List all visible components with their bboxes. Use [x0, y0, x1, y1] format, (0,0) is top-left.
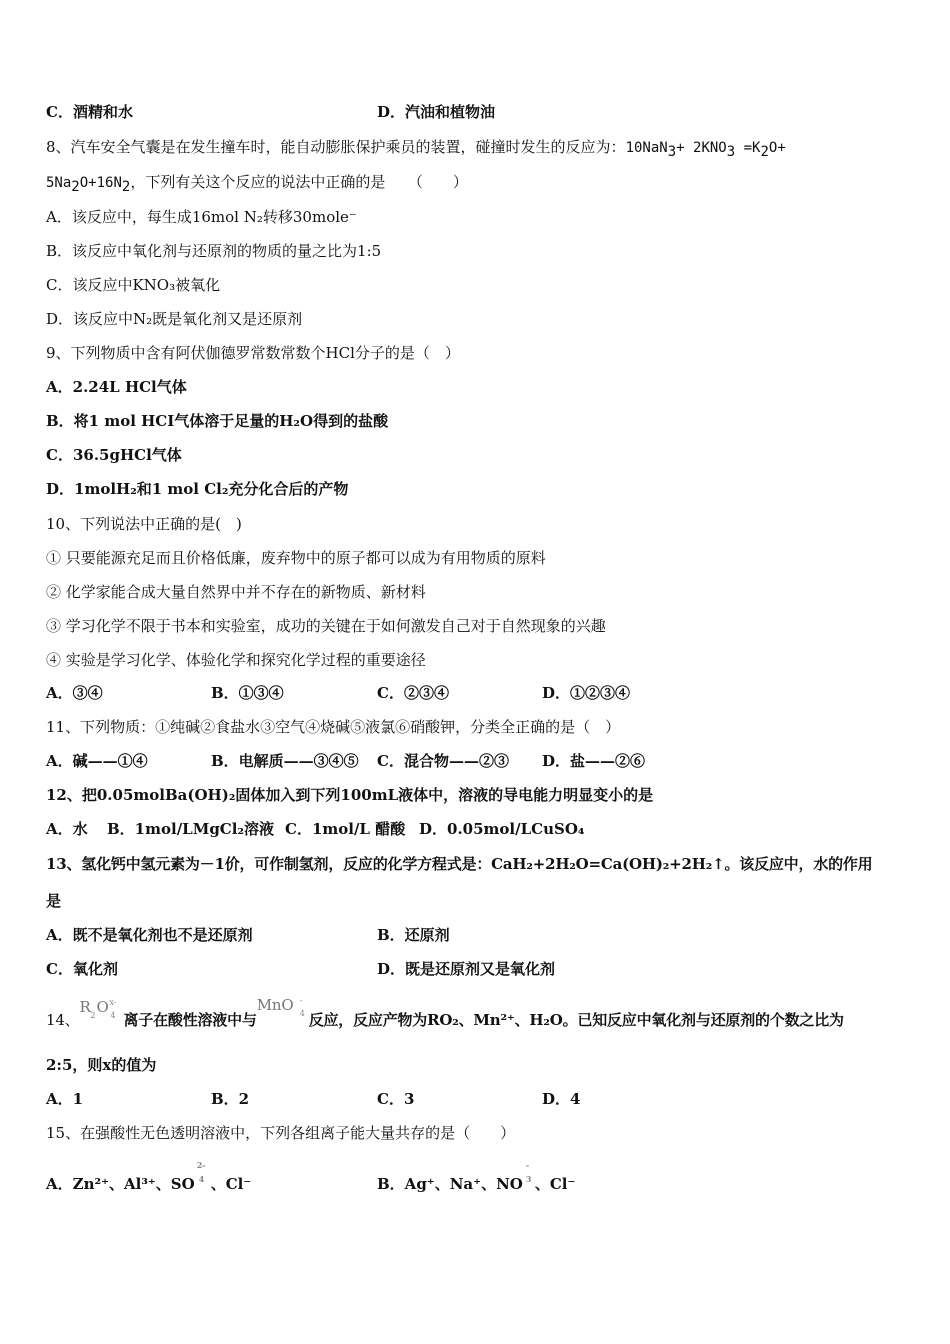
q9-option-a: A．2.24L HCl气体 [46, 378, 187, 396]
q14-option-b: B．2 [211, 1090, 250, 1108]
q11-option-d: D．盐——②⑥ [542, 752, 646, 770]
q9-stem: 9、下列物质中含有阿伏伽德罗常数常数个HCl分子的是（ ） [46, 344, 460, 362]
q15-stem: 15、在强酸性无色透明溶液中，下列各组离子能大量共存的是（ ） [46, 1124, 516, 1142]
q13-option-d: D．既是还原剂又是氧化剂 [377, 960, 556, 978]
q13-stem-line1: 13、氢化钙中氢元素为－1价，可作制氢剂，反应的化学方程式是：CaH₂+2H₂O=Ca(OH)₂+2H₂↑。该反应中，水的作用 [46, 855, 873, 873]
q8-option-b: B．该反应中氧化剂与还原剂的物质的量之比为1:5 [46, 242, 382, 260]
q10-option-b: B．①③④ [211, 684, 284, 702]
q11-stem: 11、下列物质：①纯碱②食盐水③空气④烧碱⑤液氯⑥硝酸钾，分类全正确的是（ ） [46, 718, 621, 736]
q10-statement-4: ④ 实验是学习化学、体验化学和探究化学过程的重要途径 [46, 651, 426, 669]
q8-option-c: C．该反应中KNO₃被氧化 [46, 276, 221, 294]
q10-statement-3: ③ 学习化学不限于书本和实验室，成功的关键在于如何激发自己对于自然现象的兴趣 [46, 617, 606, 635]
q10-option-d: D．①②③④ [542, 684, 631, 702]
q11-option-a: A．碱——①④ [46, 752, 148, 770]
q7-option-c: C．酒精和水 [46, 103, 133, 121]
q15-option-a: A．Zn²⁺、Al³⁺、SO 2- 4 、Cl⁻ [46, 1160, 252, 1193]
q14-option-d: D．4 [542, 1090, 581, 1108]
q12-option-b: B．1mol/LMgCl₂溶液 [107, 820, 275, 838]
q10-stem: 10、下列说法中正确的是( ) [46, 515, 242, 533]
r2o4-formula: R 2 O x- 4 [79, 998, 117, 1020]
q7-options [46, 102, 133, 122]
q14-stem-line2: 2:5，则x的值为 [46, 1056, 157, 1074]
q10-option-c: C．②③④ [377, 684, 449, 702]
nitrate-charge: - 3 [525, 1160, 532, 1184]
q14-option-a: A．1 [46, 1090, 84, 1108]
q11-option-c: C．混合物——②③ [377, 752, 509, 770]
q14-option-c: C．3 [377, 1090, 415, 1108]
q8-option-d: D．该反应中N₂既是氧化剂又是还原剂 [46, 310, 303, 328]
mno4-formula: MnO - 4 [256, 996, 305, 1018]
sulfate-charge: 2- 4 [196, 1160, 206, 1184]
q8-stem-line1: 8、汽车安全气囊是在发生撞车时，能自动膨胀保护乘员的装置，碰撞时发生的反应为：$10NaN_3+ 2KNO_3 =K_2O+$ [46, 138, 786, 160]
q12-option-a: A．水 [46, 820, 88, 838]
q7-option-d: D．汽油和植物油 [377, 103, 496, 121]
q12-option-d: D．0.05mol/LCuSO₄ [419, 820, 585, 838]
q11-option-b: B．电解质——③④⑤ [211, 752, 359, 770]
q8-option-a: A．该反应中，每生成16mol N₂转移30mole⁻ [46, 208, 357, 226]
q14-stem-line1: 14、 R 2 O x- 4 离子在酸性溶液中与 MnO - 4 反应，反应产物为RO₂、Mn²⁺、H₂O。已知反应中氧化剂与还原剂的个数之比为 [46, 996, 844, 1029]
q9-option-c: C．36.5gHCl气体 [46, 446, 182, 464]
q15-option-b: B．Ag⁺、Na⁺、NO - 3 、Cl⁻ [377, 1160, 576, 1193]
q12-option-c: C．1mol/L 醋酸 [285, 820, 406, 838]
q13-option-b: B．还原剂 [377, 926, 450, 944]
q9-option-b: B．将1 mol HCI气体溶于足量的H₂O得到的盐酸 [46, 412, 389, 430]
q8-stem-line2: $5Na_2O+16N_2$，下列有关这个反应的说法中正确的是 （ ） [46, 173, 468, 195]
q9-option-d: D．1molH₂和1 mol Cl₂充分化合后的产物 [46, 480, 349, 498]
q10-statement-1: ① 只要能源充足而且价格低廉，废弃物中的原子都可以成为有用物质的原料 [46, 549, 546, 567]
q10-option-a: A．③④ [46, 684, 103, 702]
q12-stem: 12、把0.05molBa(OH)₂固体加入到下列100mL液体中，溶液的导电能力明显变小的是 [46, 786, 654, 804]
q10-statement-2: ② 化学家能合成大量自然界中并不存在的新物质、新材料 [46, 583, 426, 601]
q13-stem-line2: 是 [46, 892, 62, 910]
q13-option-c: C．氧化剂 [46, 960, 118, 978]
q13-option-a: A．既不是氧化剂也不是还原剂 [46, 926, 253, 944]
